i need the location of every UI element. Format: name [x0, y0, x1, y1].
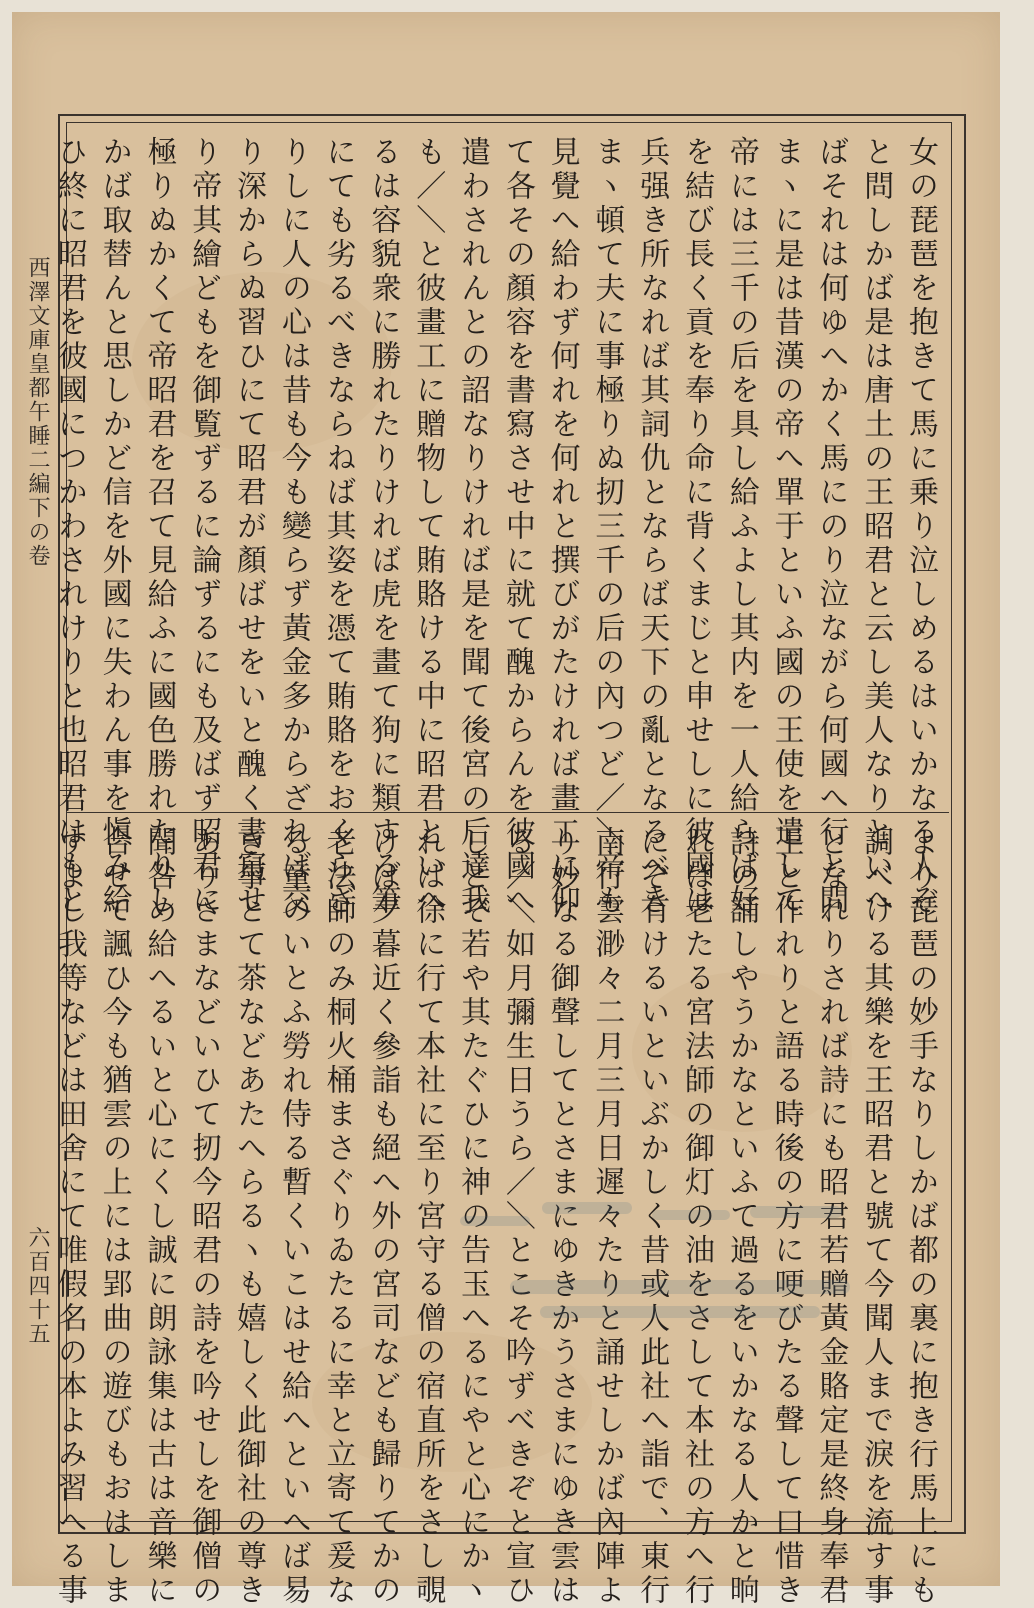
text-column: りしに人の心は昔も今も變らず黃金多からざれば交: [275, 136, 311, 918]
text-column: けば夕暮近く參詣も絕へ外の宮司なども歸りてかの: [365, 826, 401, 1608]
text-column: を結び長く貢を奉り命に背くまじと申せしに彼國は: [679, 136, 715, 918]
text-column: 聞咎め給へるいと心にくし誠に朗詠集は古は音樂に: [141, 826, 177, 1608]
text-column: り帝其繪どもを御覧ずるに論ずるにも及ばず昭君に: [186, 136, 222, 918]
text-column: かば取替んと思しかど信を外國に失わん事を愼み給: [96, 136, 132, 918]
text-column: も／＼と彼畫工に贈物して賄賂ける中に昭君といへ: [410, 136, 446, 918]
text-column: と問しかば是は唐土の王昭君と云し美人なりといへ: [858, 136, 894, 918]
text-column: る／＼如月彌生日うら／＼とこそ吟ずべきぞと宣ひ: [499, 826, 535, 1608]
text-column: 合せて諷ひ今も猶雲の上には郢曲の遊びもおはしま: [96, 826, 132, 1608]
text-column: ありさまなどいひて扨今昭君の詩を吟せしを御僧の: [186, 826, 222, 1608]
text-column: まヽに是は昔漢の帝へ單于といふ國の王使を遣して: [768, 136, 804, 918]
text-column: 遣わされんとの詔なりければ是を聞て後宮の后達我: [455, 136, 491, 918]
top-text-block: [51, 136, 942, 918]
running-head: 西澤文庫皇都午睡二編下の卷: [25, 256, 50, 568]
page-number: 六百四十五: [25, 1226, 50, 1346]
text-column: る童のいとふ勞れ侍る暫くいこはせ給へといへば易: [275, 826, 311, 1608]
text-column: り深からぬ習ひにて昭君が顏ばせをいと醜く書寫せ: [231, 136, 267, 918]
text-column: しとぞ若や其たぐひに神の告玉へるにやと心にかヽ: [455, 826, 491, 1608]
text-column: 王と作れりと語る時後の方に哽びたる聲して口惜き: [768, 826, 804, 1608]
text-column: ひ終に昭君を彼國につかわされけりと也昭君はもと: [51, 136, 87, 918]
text-column: 女の琵琶を抱きて馬に乗り泣しめるはいかなる人ぞ: [903, 136, 938, 918]
text-column: れば徐に行て本社に至り宮守る僧の宿直所をさし覗: [410, 826, 446, 1608]
text-column: 老法師のみ桐火桶まさぐりゐたるに幸と立寄て爰な: [320, 826, 356, 1608]
text-column: ばそれは何ゆへかく馬にのり泣ながら何國へ行と問: [813, 136, 849, 918]
bottom-text-block: [51, 826, 942, 1608]
text-column: 詩の誦しやうかなといふて過るをいかなる人かと晌: [723, 826, 759, 1608]
text-column: にぞ有けるいといぶかしく昔或人此社へ詣で、東行: [634, 826, 670, 1608]
text-column: 見覺へ給わず何れを何れと撰びがたければ畫工に仰: [544, 136, 580, 918]
text-column: 兵强き所なれば其詞仇とならば天下の亂となるべき: [634, 136, 670, 918]
text-column: れば老たる宮法師の御灯の油をさして本社の方へ行: [679, 826, 715, 1608]
text-column: るは容貌衆に勝れたりければ虎を畫て狗に類する筆: [365, 136, 401, 918]
text-column: にても劣るべきならねば其姿を憑て賄賂をおくらざ: [320, 136, 356, 918]
text-column: 帝には三千の后を具し給ふよし其内を一人給らば好: [723, 136, 759, 918]
text-column: き事とて茶などあたへらるヽも嬉しく此御社の尊き: [231, 826, 267, 1608]
text-column: まヽ頓て夫に事極りぬ扨三千の后の內つど／＼帝も: [589, 136, 625, 918]
text-column: 南行雲渺々二月三月日遲々たりと誦せしかば內陣よ: [589, 826, 625, 1608]
text-column: となれりされば詩にも昭君若贈黃金賂定是終身奉君: [813, 826, 849, 1608]
text-column: て各その顏容を書寫させ中に就て醜からんを彼國へ: [499, 136, 535, 918]
text-column: すよし我等などは田舍にて唯假名の本よみ習へる事: [51, 826, 87, 1608]
text-column: り妙なる御聲してとさまにゆきかうさまにゆき雲は: [544, 826, 580, 1608]
text-column: より琵琶の妙手なりしかば都の裏に抱き行馬上にも: [903, 826, 938, 1608]
text-column: 調べける其樂を王昭君と號て今聞人まで淚を流す事: [858, 826, 894, 1608]
text-column: 極りぬかくて帝昭君を召て見給ふに國色勝れたりし: [141, 136, 177, 918]
